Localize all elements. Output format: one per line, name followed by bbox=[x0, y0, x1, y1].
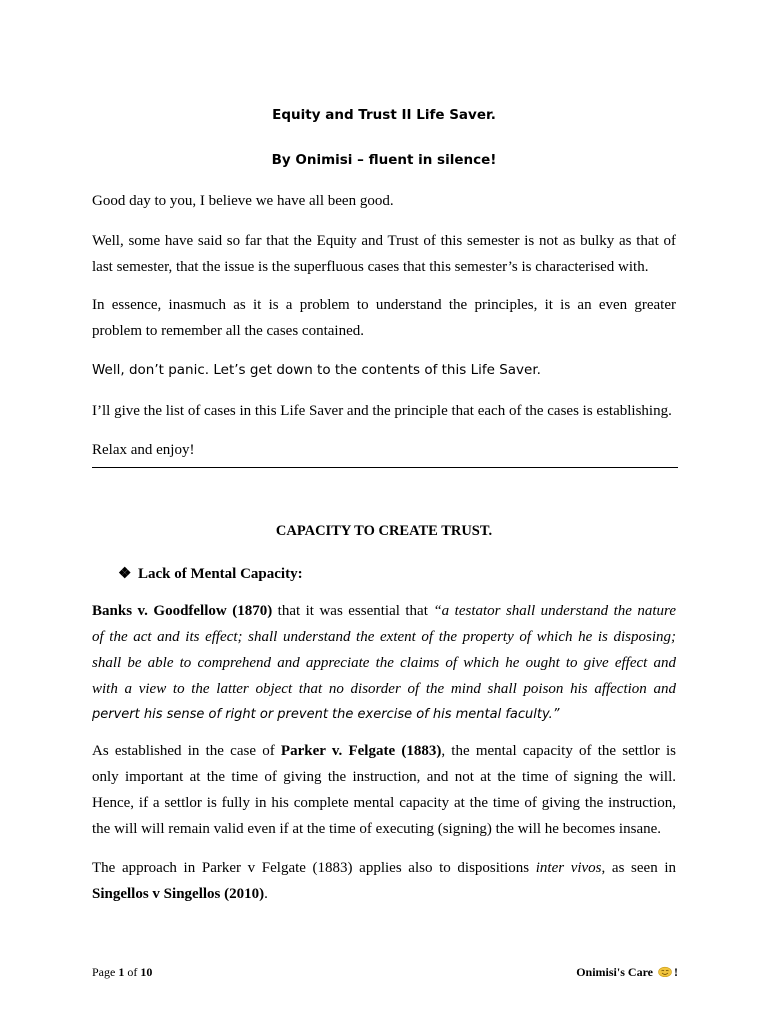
case-name: Singellos v Singellos (2010) bbox=[92, 886, 265, 902]
text-run: , as seen in bbox=[601, 860, 676, 876]
text-line: Well, don’t panic. Let’s get down to the contents of this Life Saver. bbox=[92, 362, 541, 378]
text-run: The approach in Parker v Felgate (1883) applies also to dispositions bbox=[92, 860, 536, 876]
footer-signature bbox=[576, 965, 678, 980]
text-line bbox=[92, 855, 676, 881]
text-run: . bbox=[264, 886, 268, 902]
footer-label: Onimisi's Care bbox=[576, 965, 656, 979]
text-run: that it was essential that bbox=[272, 603, 434, 619]
intro-paragraph-4 bbox=[92, 357, 676, 383]
parker-paragraph bbox=[92, 738, 676, 842]
intro-paragraph-6 bbox=[92, 437, 676, 463]
intro-paragraph-5 bbox=[92, 398, 676, 424]
total-pages: 10 bbox=[140, 965, 153, 979]
smiley-emoji-icon bbox=[658, 966, 672, 977]
text-line: the will will remain valid even if at the time of executing (signing) the will he becomes insane. bbox=[92, 821, 662, 837]
quote-text: with a view to the latter object that no disorder of the mind shall poison his affection and bbox=[92, 681, 676, 697]
text-line: Good day to you, I believe we have all been good. bbox=[92, 193, 394, 209]
text-line: Well, some have said so far that the Equity and Trust of this semester is not as bulky as that of bbox=[92, 233, 676, 249]
quote-text: pervert his sense of right or prevent the exercise of his mental faculty.” bbox=[92, 707, 560, 722]
diamond-bullet-icon: ❖ bbox=[118, 566, 132, 582]
page-number bbox=[92, 965, 152, 980]
quote-text: of the act and its effect; shall understand the extent of the property of which he is disposing; bbox=[92, 629, 676, 645]
text-line: problem to remember all the cases contained. bbox=[92, 323, 364, 339]
text-line bbox=[92, 738, 676, 764]
text-line: Hence, if a settlor is fully in his complete mental capacity at the time of giving the instruction, bbox=[92, 795, 676, 811]
text-line: only important at the time of giving the instruction, and not at the time of signing the will. bbox=[92, 769, 676, 785]
bullet-label: Lack of Mental Capacity: bbox=[138, 566, 303, 582]
text-line bbox=[92, 881, 676, 907]
page-of: of bbox=[124, 965, 141, 979]
text-line bbox=[92, 598, 676, 624]
horizontal-divider bbox=[92, 467, 678, 468]
banks-paragraph bbox=[92, 598, 676, 728]
text-run: As established in the case of bbox=[92, 743, 281, 759]
document-byline: By Onimisi – fluent in silence! bbox=[271, 152, 497, 168]
text-run: , the mental capacity of the settlor is bbox=[441, 743, 676, 759]
page-label: Page bbox=[92, 965, 119, 979]
intro-paragraph-3 bbox=[92, 292, 676, 344]
text-line: In essence, inasmuch as it is a problem to understand the principles, it is an even greater bbox=[92, 297, 676, 313]
approach-paragraph bbox=[92, 855, 676, 907]
text-line: last semester, that the issue is the superfluous cases that this semester’s is characterised with. bbox=[92, 259, 649, 275]
quote-text: shall be able to comprehend and appreciate the claims of which he ought to give effect and bbox=[92, 655, 676, 671]
bullet-item bbox=[118, 564, 303, 583]
case-name: Parker v. Felgate (1883) bbox=[280, 743, 442, 759]
quote-text: “a testator shall understand the nature bbox=[433, 603, 676, 619]
italic-term: inter vivos bbox=[535, 860, 602, 876]
text-line: Relax and enjoy! bbox=[92, 442, 195, 458]
intro-paragraph-2 bbox=[92, 228, 676, 280]
intro-paragraph-1 bbox=[92, 188, 676, 214]
current-page: 1 bbox=[118, 965, 125, 979]
text-line: I’ll give the list of cases in this Life Saver and the principle that each of the cases is establishing. bbox=[92, 403, 672, 419]
section-heading: CAPACITY TO CREATE TRUST. bbox=[275, 523, 493, 539]
case-name: Banks v. Goodfellow (1870) bbox=[92, 603, 273, 619]
document-title: Equity and Trust II Life Saver. bbox=[272, 107, 496, 123]
footer-end: ! bbox=[674, 965, 678, 979]
